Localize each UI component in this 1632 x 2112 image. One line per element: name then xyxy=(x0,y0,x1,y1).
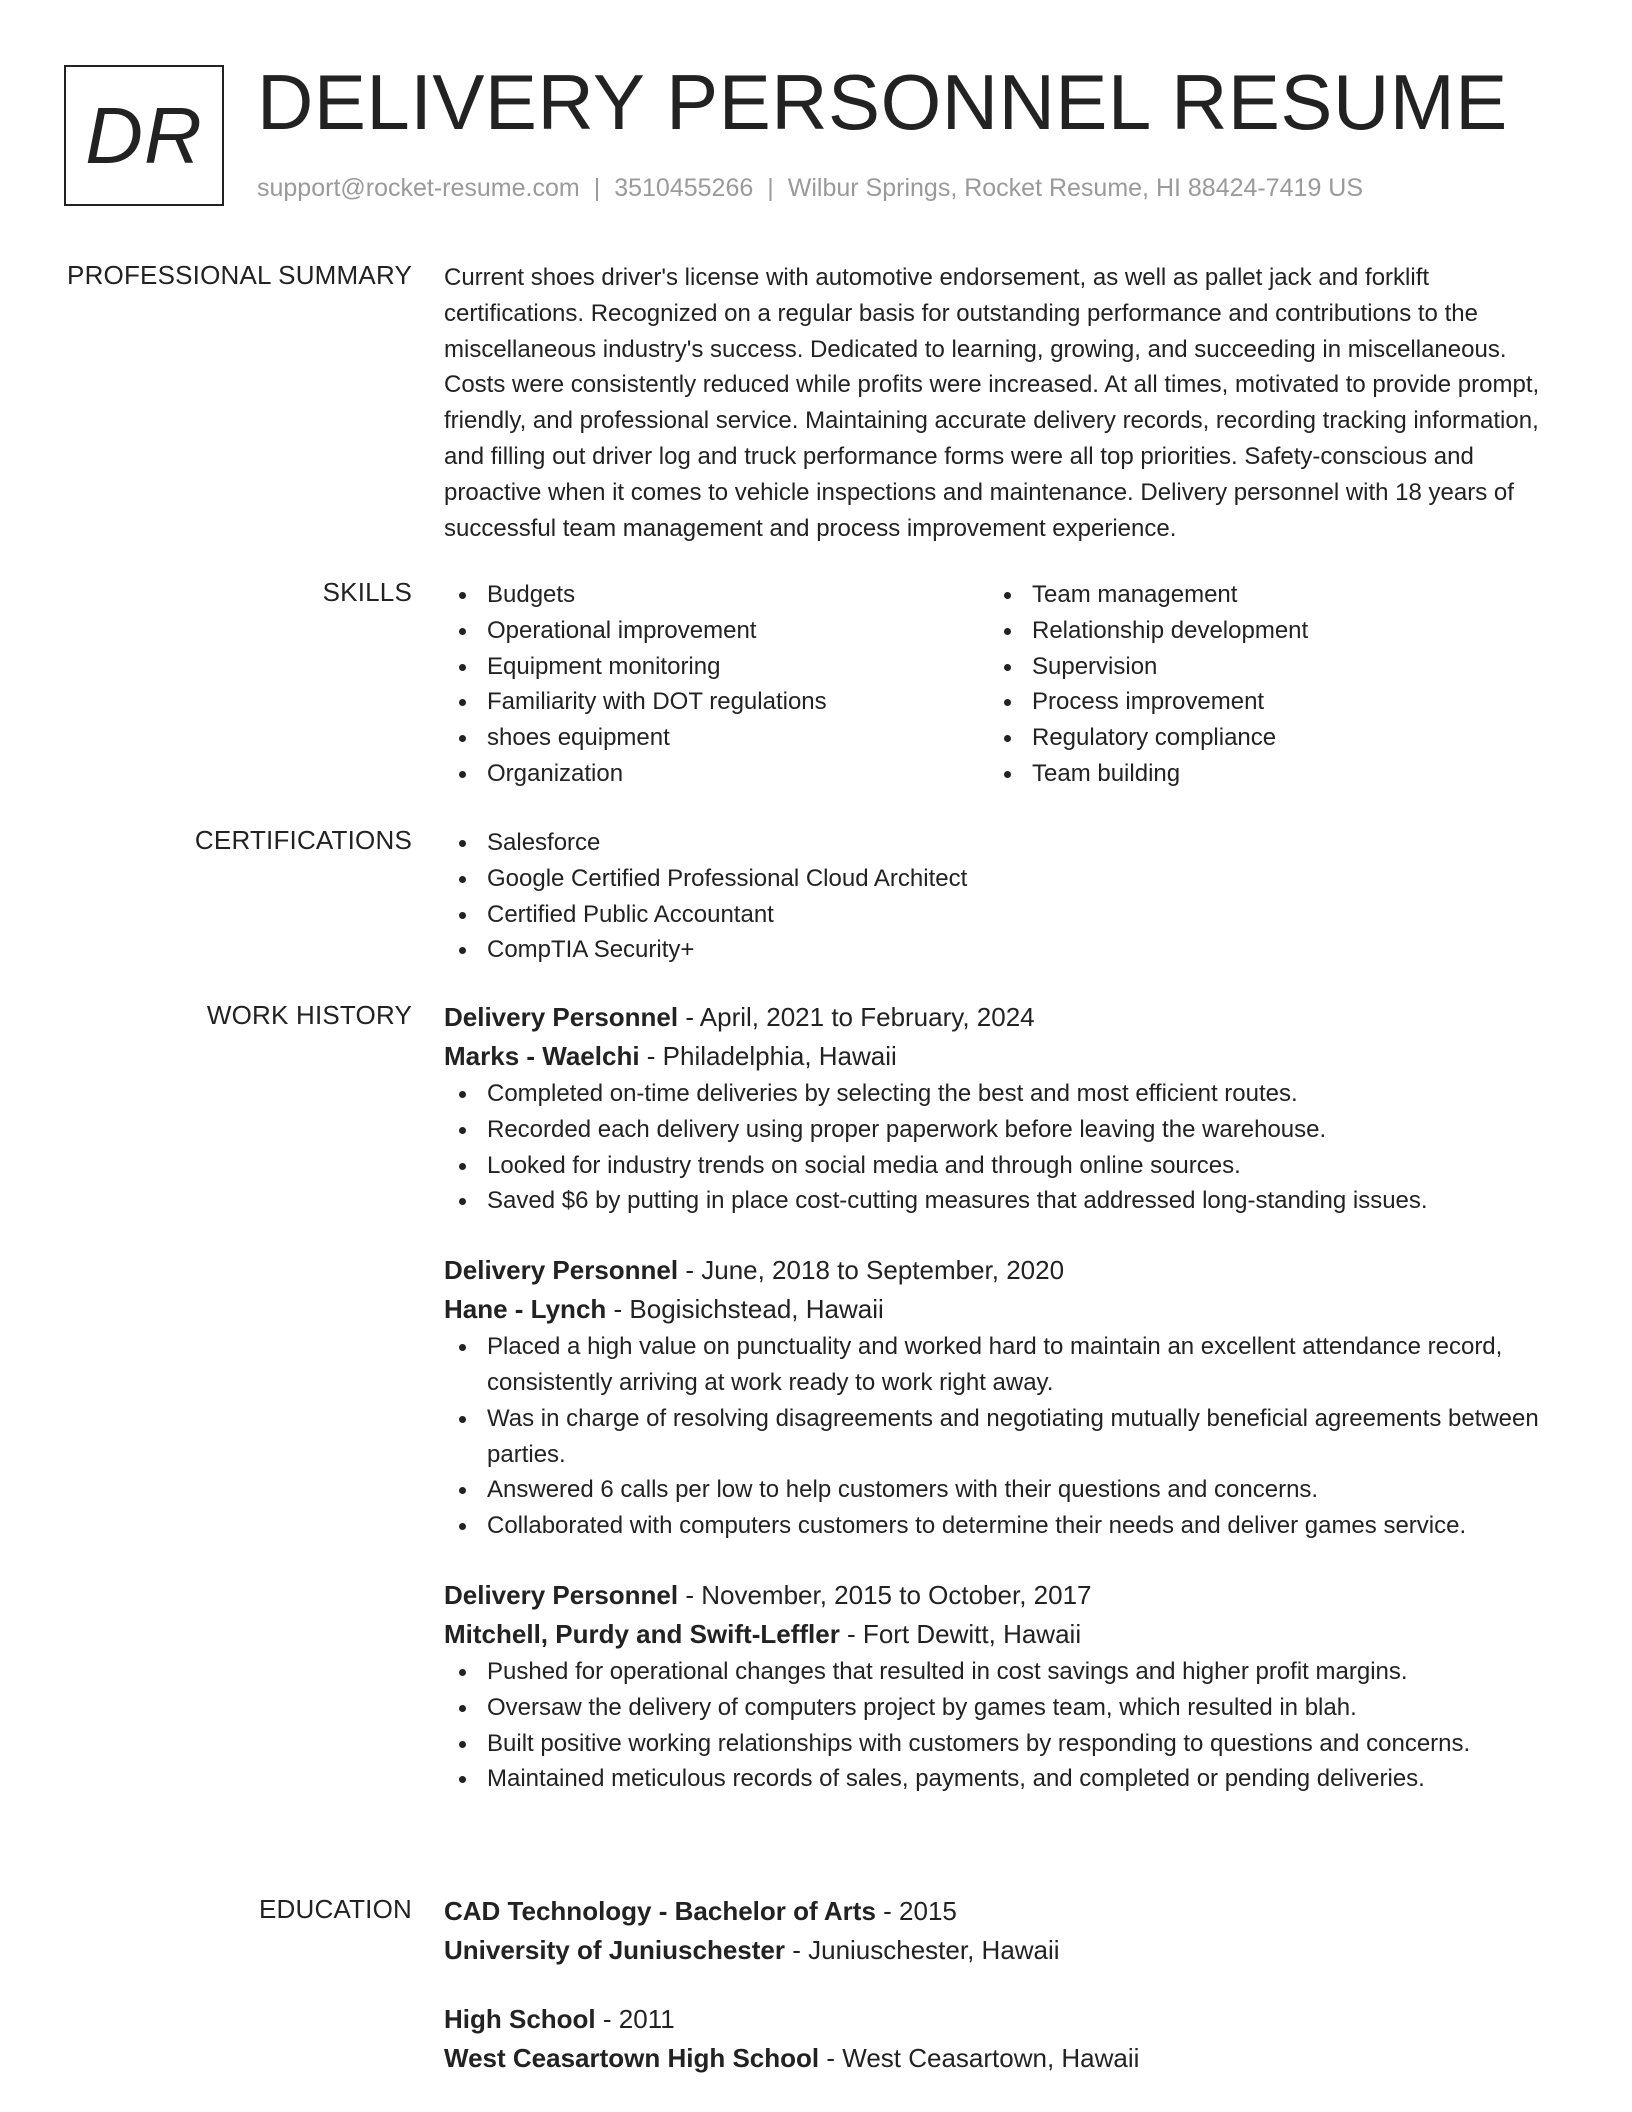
job-title: Delivery Personnel xyxy=(444,1002,679,1032)
job-entry xyxy=(444,1251,1554,1544)
skill-item: shoes equipment xyxy=(444,720,989,756)
education-school: West Ceasartown High School xyxy=(444,2043,820,2073)
education-location: - West Ceasartown, Hawaii xyxy=(819,2043,1140,2073)
summary-text: Current shoes driver's license with automotive endorsement, as well as pallet jack and forklift certifications. Recognized on a regular basis for outstanding performance and contributions to the miscellaneous industry's success. Dedicated to learning, growing, and succeeding in miscellaneous. Costs were consistently reduced while profits were increased. At all times, motivated to provide prompt, friendly, and professional service. Maintaining accurate delivery records, recording tracking information, and filling out driver log and truck performance forms were all top priorities. Safety-conscious and proactive when it comes to vehicle inspections and maintenance. Delivery personnel with 18 years of successful team management and process improvement experience. xyxy=(444,264,1540,542)
skill-item: Supervision xyxy=(989,649,1534,685)
certifications-body xyxy=(444,825,1554,968)
skill-item: Team management xyxy=(989,577,1534,613)
job-duty: Looked for industry trends on social media and through online sources. xyxy=(444,1148,1554,1184)
education-school: University of Juniuschester xyxy=(444,1935,785,1965)
resume-title: DELIVERY PERSONNEL RESUME xyxy=(257,58,1508,146)
skill-item: Regulatory compliance xyxy=(989,720,1534,756)
job-company: Mitchell, Purdy and Swift-Leffler xyxy=(444,1618,840,1649)
job-title: Delivery Personnel xyxy=(444,1255,679,1286)
certification-item: Salesforce xyxy=(444,825,1554,861)
section-heading-education: EDUCATION xyxy=(259,1894,412,1924)
education-degree: CAD Technology - Bachelor of Arts xyxy=(444,1896,876,1926)
job-duty: Maintained meticulous records of sales, payments, and completed or pending deliveries. xyxy=(444,1761,1554,1797)
section-heading-summary: PROFESSIONAL SUMMARY xyxy=(67,260,412,290)
job-title-line xyxy=(444,1576,1554,1615)
monogram-logo xyxy=(64,65,224,206)
skill-item: Familiarity with DOT regulations xyxy=(444,684,989,720)
contact-address: Wilbur Springs, Rocket Resume, HI 88424-7419 US xyxy=(787,174,1364,202)
skills-columns xyxy=(444,577,1554,792)
job-duties-list xyxy=(444,1076,1554,1219)
skill-item: Process improvement xyxy=(989,684,1534,720)
certification-item: Certified Public Accountant xyxy=(444,897,1554,933)
skills-body xyxy=(444,577,1554,792)
monogram-initials: DR xyxy=(85,90,203,180)
skill-item: Relationship development xyxy=(989,613,1534,649)
job-duty: Completed on-time deliveries by selecting the best and most efficient routes. xyxy=(444,1076,1554,1112)
job-title-line xyxy=(444,998,1554,1037)
skill-item: Team building xyxy=(989,756,1534,792)
contact-separator: | xyxy=(767,174,774,202)
certification-item: CompTIA Security+ xyxy=(444,932,1554,968)
skill-item: Operational improvement xyxy=(444,613,989,649)
job-duty: Answered 6 calls per low to help customers with their questions and concerns. xyxy=(444,1472,1554,1508)
contact-separator: | xyxy=(593,174,601,202)
section-heading-certifications: CERTIFICATIONS xyxy=(194,825,412,855)
job-duties-list xyxy=(444,1654,1554,1797)
education-degree-line xyxy=(444,1892,1554,1931)
work-history-body xyxy=(444,998,1554,1829)
job-duty: Oversaw the delivery of computers project by games team, which resulted in blah. xyxy=(444,1690,1554,1726)
education-year: - 2011 xyxy=(595,2004,675,2034)
skills-list-right xyxy=(989,577,1534,792)
job-location: - Fort Dewitt, Hawaii xyxy=(839,1618,1082,1649)
certification-item: Google Certified Professional Cloud Architect xyxy=(444,861,1554,897)
education-degree: High School xyxy=(444,2004,596,2034)
job-title-line xyxy=(444,1251,1554,1290)
section-heading-work-history: WORK HISTORY xyxy=(206,1000,412,1030)
education-year: - 2015 xyxy=(875,1896,957,1926)
education-school-line xyxy=(444,2039,1554,2078)
job-dates: - November, 2015 to October, 2017 xyxy=(678,1579,1092,1610)
certifications-list xyxy=(444,825,1554,968)
job-company-line xyxy=(444,1615,1554,1654)
skills-list-left xyxy=(444,577,989,792)
section-heading-skills: SKILLS xyxy=(322,577,412,607)
job-title: Delivery Personnel xyxy=(444,1579,679,1610)
job-duty: Collaborated with computers customers to determine their needs and deliver games service. xyxy=(444,1508,1554,1544)
contact-phone[interactable]: 3510455266 xyxy=(614,174,754,202)
education-entry xyxy=(444,1892,1554,1970)
job-dates: - April, 2021 to February, 2024 xyxy=(678,1002,1035,1032)
job-duties-list xyxy=(444,1329,1554,1544)
summary-body xyxy=(444,260,1554,546)
job-entry xyxy=(444,1576,1554,1797)
education-entry xyxy=(444,2000,1554,2078)
education-degree-line xyxy=(444,2000,1554,2039)
job-duty: Recorded each delivery using proper paperwork before leaving the warehouse. xyxy=(444,1112,1554,1148)
job-location: - Bogisichstead, Hawaii xyxy=(606,1294,884,1325)
job-company: Hane - Lynch xyxy=(444,1294,607,1325)
job-duty: Placed a high value on punctuality and worked hard to maintain an excellent attendance record, consistently arriving at work ready to work right away. xyxy=(444,1329,1554,1401)
job-duty: Built positive working relationships with customers by responding to questions and concerns. xyxy=(444,1726,1554,1762)
contact-line xyxy=(257,174,1363,203)
education-body xyxy=(444,1892,1554,2108)
education-school-line xyxy=(444,1931,1554,1970)
education-location: - Juniuschester, Hawaii xyxy=(785,1935,1060,1965)
job-entry xyxy=(444,998,1554,1219)
job-duty: Was in charge of resolving disagreements and negotiating mutually beneficial agreements between parties. xyxy=(444,1401,1554,1473)
job-company-line xyxy=(444,1290,1554,1329)
job-company: Marks - Waelchi xyxy=(444,1041,640,1071)
skill-item: Budgets xyxy=(444,577,989,613)
job-dates: - June, 2018 to September, 2020 xyxy=(678,1255,1065,1286)
skill-item: Organization xyxy=(444,756,989,792)
job-duty: Pushed for operational changes that resulted in cost savings and higher profit margins. xyxy=(444,1654,1554,1690)
job-company-line xyxy=(444,1037,1554,1076)
skill-item: Equipment monitoring xyxy=(444,649,989,685)
contact-email[interactable]: support@rocket-resume.com xyxy=(257,174,580,202)
job-location: - Philadelphia, Hawaii xyxy=(639,1041,897,1071)
job-duty: Saved $6 by putting in place cost-cutting measures that addressed long-standing issues. xyxy=(444,1183,1554,1219)
